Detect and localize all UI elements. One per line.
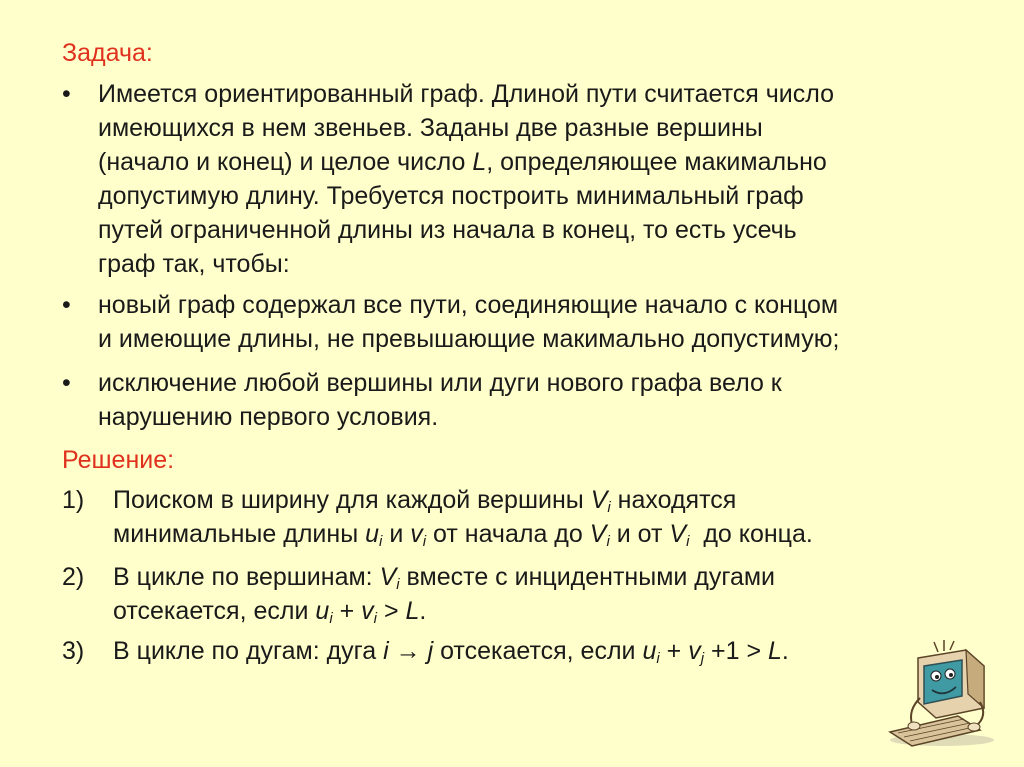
text-span: В цикле по дугам: дуга (113, 637, 384, 665)
text-span: + (332, 597, 362, 625)
text-line: нарушению первого условия. (98, 403, 439, 431)
text-span: . (781, 637, 789, 665)
variable-u: u (642, 637, 657, 665)
step-text (113, 634, 953, 668)
variable-v: v (361, 597, 374, 625)
text-span: вместе с инцидентными дугами (399, 563, 775, 591)
variable-L: L (768, 637, 782, 665)
subscript: i (373, 610, 377, 627)
text-line (113, 483, 953, 517)
text-span: В цикле по вершинам: (113, 563, 380, 591)
subscript: i (606, 533, 610, 550)
text-line (113, 594, 953, 628)
text-span: находятся (610, 486, 737, 514)
variable-L: L (405, 597, 420, 625)
text-span: + (659, 637, 689, 665)
text-span: отсекается, если (113, 597, 316, 625)
subscript: i (379, 533, 383, 550)
variable-V: V (589, 520, 607, 548)
text-span: от начала до (426, 520, 590, 548)
text-span: и от (609, 520, 670, 548)
text-line (98, 145, 958, 179)
text-span: и (382, 520, 411, 548)
text-span: , определяющее макимально (486, 148, 827, 176)
variable-V: V (590, 486, 608, 514)
step-number: 3) (62, 637, 85, 665)
variable-u: u (365, 520, 380, 548)
text-span: до конца. (689, 520, 813, 548)
text-line (113, 560, 953, 594)
subscript: i (607, 499, 611, 516)
text-line: имеющихся в нем звеньев. Заданы две разные вершины (98, 114, 763, 142)
variable-i: i (383, 637, 389, 665)
text-span: > (377, 597, 406, 625)
variable-v: v (410, 520, 423, 548)
text-span: минимальные длины (113, 520, 366, 548)
subscript: i (422, 533, 427, 550)
text-line: допустимую длину. Требуется построить минимальный граф (98, 182, 804, 210)
bullet-mark: • (62, 291, 71, 319)
variable-V: V (379, 563, 397, 591)
variable-V: V (669, 520, 687, 548)
text-line: новый граф содержал все пути, соединяющие начало с концом (98, 291, 839, 319)
subscript: i (329, 610, 333, 627)
bullet-mark: • (62, 80, 71, 108)
subscript: i (396, 576, 400, 593)
variable-v: v (688, 637, 701, 665)
bullet-text (98, 288, 958, 356)
text-line: и имеющие длины, не превышающие макимально допустимую; (98, 325, 840, 353)
subscript: j (700, 650, 705, 667)
task-heading: Задача: (62, 39, 153, 67)
subscript: i (686, 533, 690, 550)
bullet-text (98, 366, 958, 434)
text-span: (начало и конец) и целое число (98, 148, 473, 176)
text-line: исключение любой вершины или дуги нового графа вело к (98, 369, 782, 397)
text-line: путей ограниченной длины из начала в конец, то есть усечь (98, 216, 797, 244)
text-line (113, 517, 953, 551)
arrow-symbol: → (388, 637, 428, 665)
step-text (113, 560, 953, 628)
variable-j: j (427, 637, 434, 665)
step-number: 1) (62, 486, 85, 514)
text-span: . (419, 597, 427, 625)
subscript: i (656, 650, 660, 667)
computer-mascot-svg (884, 636, 1000, 748)
solution-heading: Решение: (62, 446, 175, 474)
bullet-text (98, 77, 958, 281)
text-line (113, 634, 953, 668)
variable-L: L (472, 148, 487, 176)
computer-mascot-icon (884, 636, 1000, 748)
variable-u: u (315, 597, 330, 625)
text-line: граф так, чтобы: (98, 250, 290, 278)
step-number: 2) (62, 563, 85, 591)
bullet-mark: • (62, 369, 71, 397)
text-span: отсекается, если (433, 637, 643, 665)
text-span: +1 > (704, 637, 769, 665)
text-span: Поиском в ширину для каждой вершины (113, 486, 591, 514)
step-text (113, 483, 953, 551)
text-line: Имеется ориентированный граф. Длиной пути считается число (98, 80, 835, 108)
